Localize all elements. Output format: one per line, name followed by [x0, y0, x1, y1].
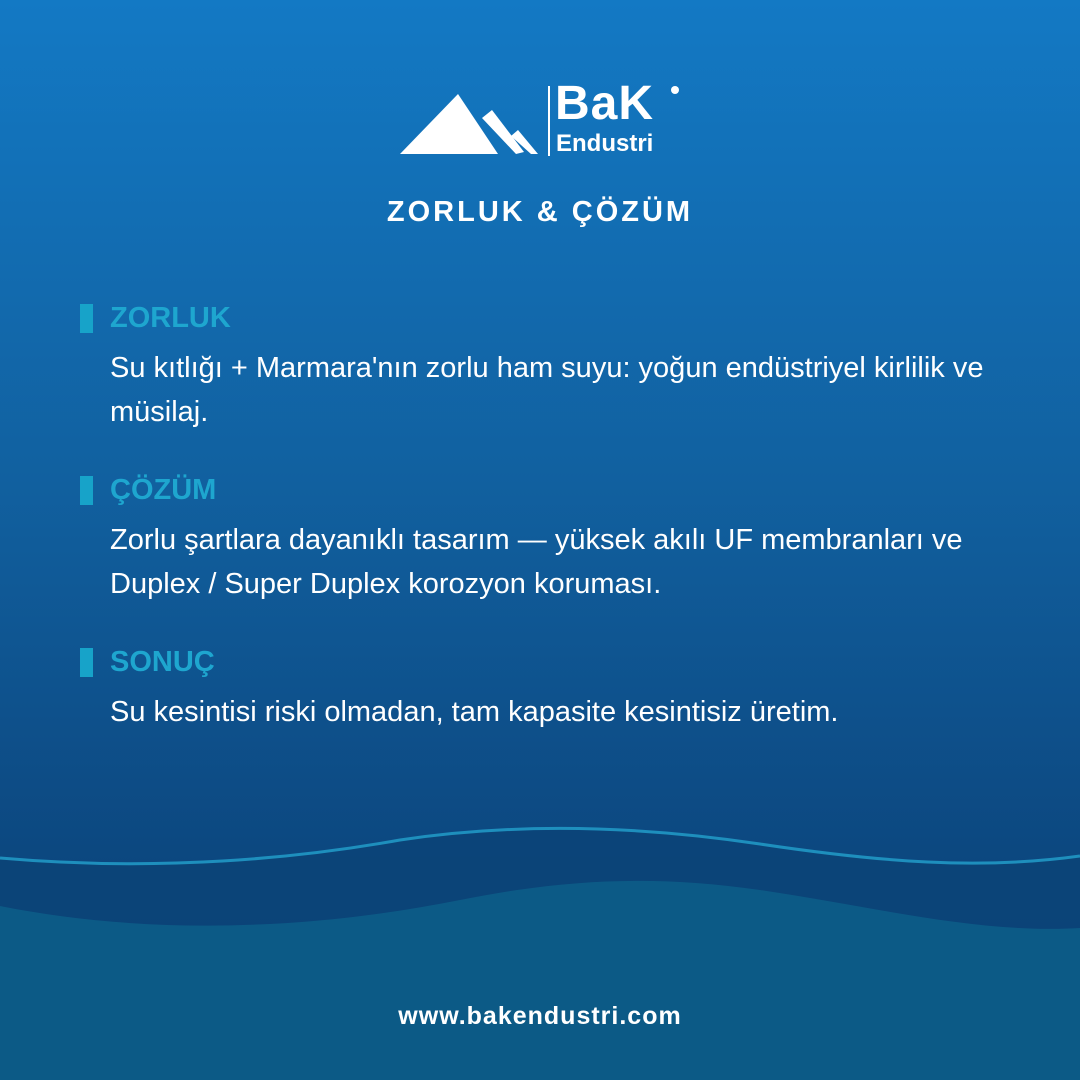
logo-divider — [548, 86, 550, 156]
section-title: SONUÇ — [110, 646, 215, 678]
section-body: Su kesintisi riski olmadan, tam kapasite kesintisiz üretim. — [110, 696, 839, 728]
page-title: ZORLUK & ÇÖZÜM — [386, 196, 694, 228]
mountain-peaks-icon — [398, 90, 543, 156]
brand-logo — [398, 77, 688, 162]
section-title: ZORLUK — [110, 302, 231, 334]
brand-subtitle: Endustri — [556, 130, 654, 157]
section-title: ÇÖZÜM — [110, 474, 217, 506]
wave-decoration — [0, 800, 1080, 1080]
section-accent-bar — [80, 304, 93, 333]
website-url[interactable]: www.bakendustri.com — [398, 1002, 682, 1030]
brand-dot — [671, 86, 679, 94]
section-accent-bar — [80, 648, 93, 677]
section-body: Su kıtlığı + Marmara'nın zorlu ham suyu: yoğun endüstriyel kirlilik ve müsilaj. — [110, 352, 984, 428]
section-accent-bar — [80, 476, 93, 505]
brand-name: BaK — [555, 77, 655, 130]
section-body: Zorlu şartlara dayanıklı tasarım — yüksek akılı UF membranları ve Duplex / Super Duplex korozyon koruması. — [110, 524, 963, 600]
